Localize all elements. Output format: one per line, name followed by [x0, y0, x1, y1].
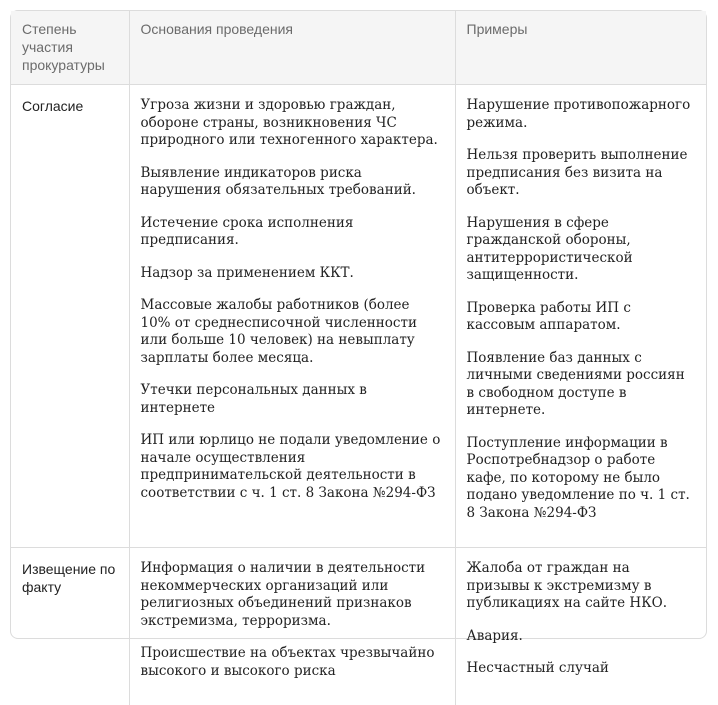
grounds-item: Утечки персональных данных в интернете: [141, 382, 444, 417]
stage-cell: Согласие: [11, 85, 129, 548]
examples-cell: [455, 85, 706, 548]
table: [11, 11, 706, 705]
header-prosecutor-participation: Степень участия прокуратуры: [11, 11, 129, 85]
example-item: Нельзя проверить выполнение предписания без визита на объект.: [467, 147, 696, 200]
example-item: Проверка работы ИП с кассовым аппаратом.: [467, 300, 696, 335]
grounds-item: ИП или юрлицо не подали уведомление о начале осуществления предпринимательской деятельности в соответствии с ч. 1 ст. 8 Закона №294-ФЗ: [141, 432, 444, 502]
grounds-item: Надзор за применением ККТ.: [141, 265, 444, 283]
grounds-cell: [129, 548, 455, 705]
inspection-grounds-table: [10, 10, 707, 639]
grounds-cell: [129, 85, 455, 548]
examples-cell: [455, 548, 706, 705]
grounds-item: Массовые жалобы работников (более 10% от среднесписочной численности или больше 10 человек) на невыплату зарплаты более месяца.: [141, 297, 444, 367]
stage-cell: Извещение по факту: [11, 548, 129, 705]
example-item: Поступление информации в Роспотребнадзор о работе кафе, по которому не было подано уведомление по ч. 1 ст. 8 Закона №294-ФЗ: [467, 435, 696, 523]
header-grounds: Основания проведения: [129, 11, 455, 85]
grounds-item: Выявление индикаторов риска нарушения обязательных требований.: [141, 165, 444, 200]
grounds-item: Угроза жизни и здоровью граждан, обороне страны, возникновения ЧС природного или техногенного характера.: [141, 97, 444, 150]
example-item: Жалоба от граждан на призывы к экстремизму в публикациях на сайте НКО.: [467, 560, 696, 613]
header-examples: Примеры: [455, 11, 706, 85]
table-header-row: [11, 11, 706, 85]
grounds-item: Происшествие на объектах чрезвычайно высокого и высокого риска: [141, 645, 444, 680]
grounds-item: Информация о наличии в деятельности некоммерческих организаций или религиозных объединений признаков экстремизма, терроризма.: [141, 560, 444, 630]
example-item: Несчастный случай: [467, 660, 696, 678]
grounds-item: Истечение срока исполнения предписания.: [141, 215, 444, 250]
table-row: [11, 548, 706, 705]
table-row: [11, 85, 706, 548]
example-item: Нарушения в сфере гражданской обороны, антитеррористической защищенности.: [467, 215, 696, 285]
example-item: Появление баз данных с личными сведениями россиян в свободном доступе в интернете.: [467, 350, 696, 420]
example-item: Нарушение противопожарного режима.: [467, 97, 696, 132]
example-item: Авария.: [467, 628, 696, 646]
